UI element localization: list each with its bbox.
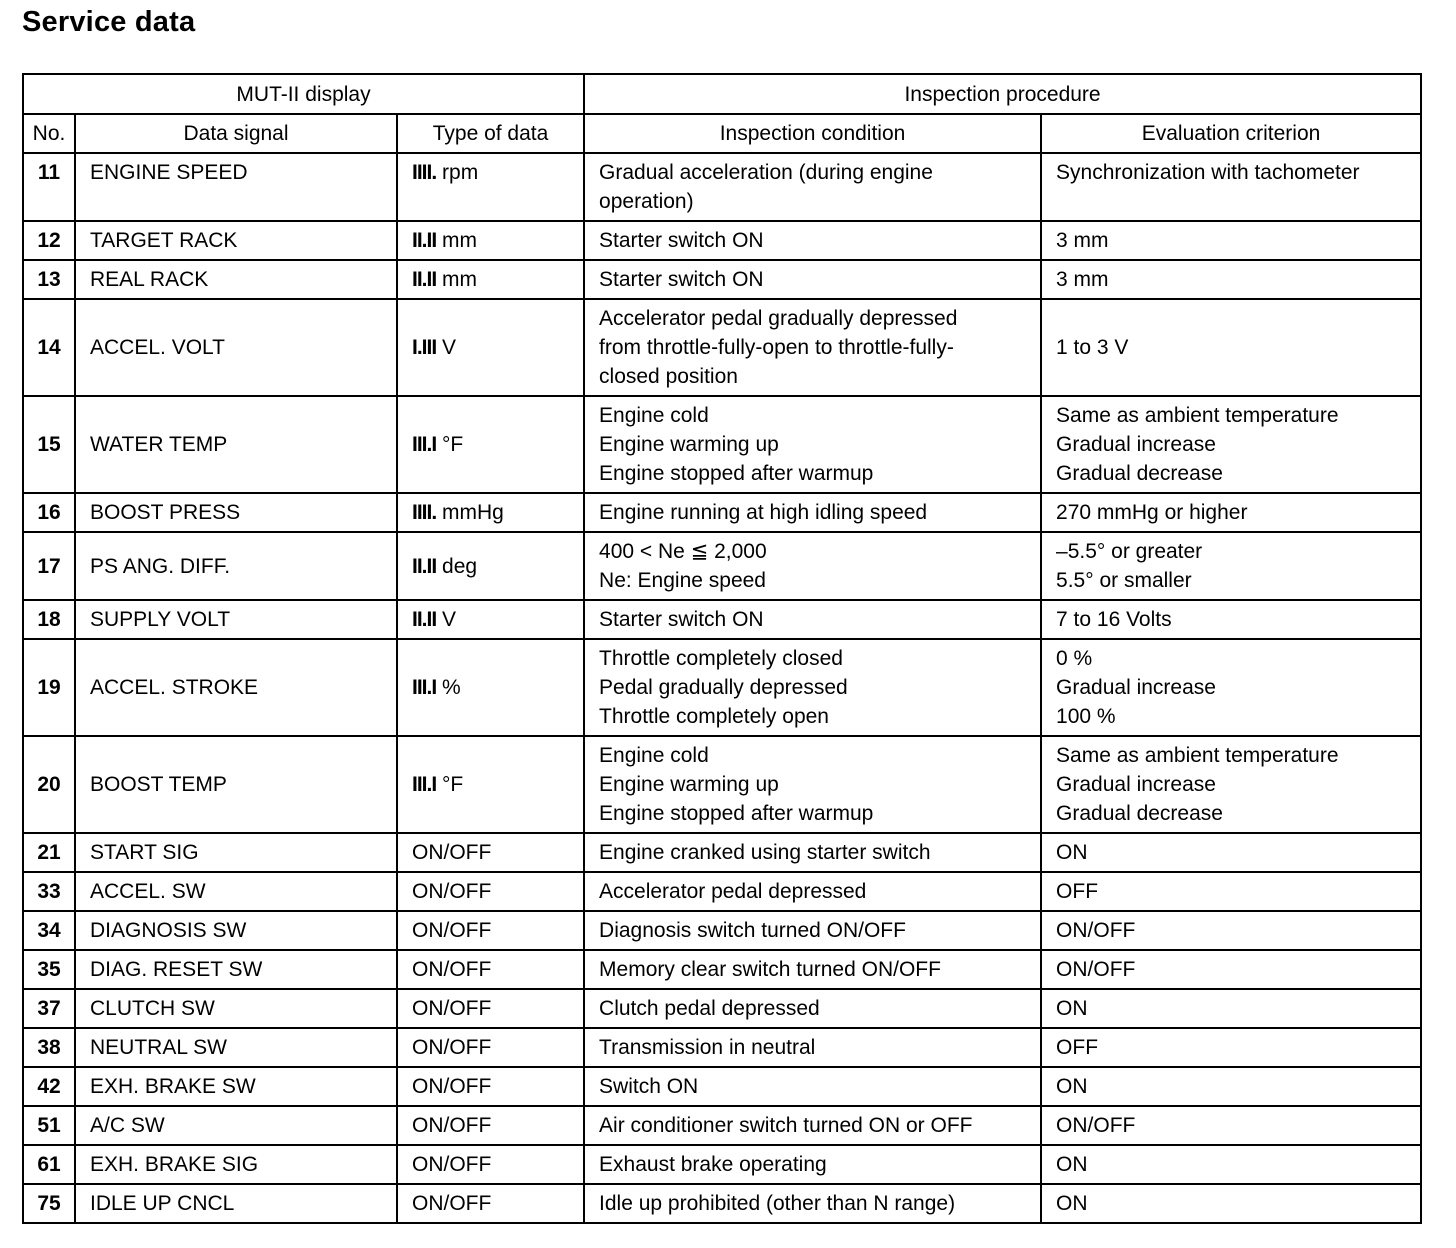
- inspection-condition: [584, 950, 1041, 989]
- inspection-condition: [584, 153, 1041, 221]
- criterion-line: 3 mm: [1056, 268, 1109, 291]
- row-number: 16: [23, 493, 75, 532]
- type-format-mask: II.II: [412, 268, 437, 291]
- type-of-data: [397, 600, 584, 639]
- table-row: [23, 736, 1421, 833]
- evaluation-criterion: [1041, 260, 1421, 299]
- evaluation-criterion: [1041, 221, 1421, 260]
- row-number: 38: [23, 1028, 75, 1067]
- inspection-condition: [584, 736, 1041, 833]
- data-signal: START SIG: [75, 833, 397, 872]
- row-number: 12: [23, 221, 75, 260]
- inspection-condition: [584, 600, 1041, 639]
- evaluation-criterion: [1041, 396, 1421, 493]
- column-header-row: [23, 114, 1421, 153]
- condition-line: Air conditioner switch turned ON or OFF: [599, 1114, 973, 1137]
- criterion-line: Gradual increase: [1056, 676, 1216, 699]
- criterion-line: 1 to 3 V: [1056, 336, 1129, 359]
- type-unit: °F: [436, 433, 464, 456]
- type-of-data: [397, 950, 584, 989]
- row-number: 34: [23, 911, 75, 950]
- inspection-condition: [584, 872, 1041, 911]
- group-header-row: [23, 74, 1421, 114]
- type-unit: °F: [436, 773, 464, 796]
- condition-line: Memory clear switch turned ON/OFF: [599, 958, 941, 981]
- table-row: [23, 153, 1421, 221]
- data-signal: SUPPLY VOLT: [75, 600, 397, 639]
- row-number: 15: [23, 396, 75, 493]
- criterion-line: OFF: [1056, 880, 1099, 903]
- evaluation-criterion: [1041, 736, 1421, 833]
- inspection-condition: [584, 532, 1041, 600]
- criterion-line: OFF: [1056, 1036, 1099, 1059]
- table-body: [23, 153, 1421, 1223]
- evaluation-criterion: [1041, 153, 1421, 221]
- inspection-condition: [584, 911, 1041, 950]
- evaluation-criterion: [1041, 989, 1421, 1028]
- condition-line: Engine cranked using starter switch: [599, 841, 931, 864]
- service-data-table: [22, 73, 1422, 1224]
- row-number: 20: [23, 736, 75, 833]
- criterion-line: Gradual decrease: [1056, 802, 1223, 825]
- criterion-line: 270 mmHg or higher: [1056, 501, 1248, 524]
- type-of-data: [397, 989, 584, 1028]
- inspection-condition: [584, 833, 1041, 872]
- type-of-data: [397, 911, 584, 950]
- table-row: [23, 639, 1421, 736]
- table-row: [23, 1028, 1421, 1067]
- type-format-mask: II.II: [412, 229, 437, 252]
- type-format-mask: III.I: [412, 676, 437, 699]
- condition-line: Engine running at high idling speed: [599, 501, 928, 524]
- condition-line: Engine cold: [599, 404, 709, 427]
- table-row: [23, 299, 1421, 396]
- condition-line: from throttle-fully-open to throttle-fully-: [599, 336, 954, 359]
- data-signal: IDLE UP CNCL: [75, 1184, 397, 1223]
- data-signal: BOOST TEMP: [75, 736, 397, 833]
- type-format-mask: IIII.: [412, 501, 437, 524]
- evaluation-criterion: [1041, 1145, 1421, 1184]
- inspection-condition: [584, 396, 1041, 493]
- table-row: [23, 396, 1421, 493]
- condition-line: Engine cold: [599, 744, 709, 767]
- criterion-line: Same as ambient temperature: [1056, 404, 1339, 427]
- criterion-line: Gradual increase: [1056, 773, 1216, 796]
- type-unit: rpm: [436, 161, 479, 184]
- data-signal: EXH. BRAKE SW: [75, 1067, 397, 1106]
- type-unit: ON/OFF: [412, 1036, 492, 1059]
- type-unit: ON/OFF: [412, 1075, 492, 1098]
- type-of-data: [397, 639, 584, 736]
- row-number: 51: [23, 1106, 75, 1145]
- data-signal: TARGET RACK: [75, 221, 397, 260]
- condition-line: Exhaust brake operating: [599, 1153, 827, 1176]
- type-unit: mm: [436, 229, 478, 252]
- table-row: [23, 1067, 1421, 1106]
- condition-line: Idle up prohibited (other than N range): [599, 1192, 956, 1215]
- inspection-condition: [584, 260, 1041, 299]
- type-unit: ON/OFF: [412, 1192, 492, 1215]
- type-unit: mm: [436, 268, 478, 291]
- table-row: [23, 493, 1421, 532]
- criterion-line: ON/OFF: [1056, 1114, 1136, 1137]
- type-unit: ON/OFF: [412, 1153, 492, 1176]
- evaluation-criterion: [1041, 493, 1421, 532]
- data-signal: ACCEL. STROKE: [75, 639, 397, 736]
- type-unit: ON/OFF: [412, 958, 492, 981]
- column-header-no: No.: [23, 114, 75, 153]
- row-number: 18: [23, 600, 75, 639]
- table-row: [23, 911, 1421, 950]
- group-header-mut-display: MUT-II display: [23, 74, 584, 114]
- condition-line: Transmission in neutral: [599, 1036, 816, 1059]
- condition-line: Gradual acceleration (during engine: [599, 161, 933, 184]
- table-row: [23, 1184, 1421, 1223]
- row-number: 37: [23, 989, 75, 1028]
- data-signal: ACCEL. VOLT: [75, 299, 397, 396]
- type-of-data: [397, 260, 584, 299]
- criterion-line: Gradual decrease: [1056, 462, 1223, 485]
- table-row: [23, 600, 1421, 639]
- type-unit: deg: [436, 554, 478, 578]
- evaluation-criterion: [1041, 639, 1421, 736]
- type-of-data: [397, 1184, 584, 1223]
- row-number: 11: [23, 153, 75, 221]
- row-number: 21: [23, 833, 75, 872]
- type-format-mask: II.II: [412, 608, 437, 631]
- evaluation-criterion: [1041, 950, 1421, 989]
- type-unit: ON/OFF: [412, 919, 492, 942]
- type-of-data: [397, 532, 584, 600]
- table-row: [23, 532, 1421, 600]
- evaluation-criterion: [1041, 1106, 1421, 1145]
- type-of-data: [397, 1028, 584, 1067]
- evaluation-criterion: [1041, 1028, 1421, 1067]
- type-unit: ON/OFF: [412, 841, 492, 864]
- row-number: 75: [23, 1184, 75, 1223]
- row-number: 13: [23, 260, 75, 299]
- criterion-line: ON: [1056, 997, 1088, 1020]
- type-unit: ON/OFF: [412, 1114, 492, 1137]
- inspection-condition: [584, 299, 1041, 396]
- criterion-line: 3 mm: [1056, 229, 1109, 252]
- condition-line: Engine warming up: [599, 433, 779, 456]
- type-unit: ON/OFF: [412, 997, 492, 1020]
- criterion-line: ON: [1056, 1192, 1088, 1215]
- type-format-mask: I.III: [412, 336, 437, 359]
- group-header-inspection-procedure: Inspection procedure: [584, 74, 1421, 114]
- table-row: [23, 989, 1421, 1028]
- data-signal: ACCEL. SW: [75, 872, 397, 911]
- type-format-mask: III.I: [412, 433, 437, 456]
- table-row: [23, 950, 1421, 989]
- row-number: 33: [23, 872, 75, 911]
- row-number: 14: [23, 299, 75, 396]
- data-signal: BOOST PRESS: [75, 493, 397, 532]
- type-of-data: [397, 493, 584, 532]
- data-signal: PS ANG. DIFF.: [75, 532, 397, 600]
- table-row: [23, 872, 1421, 911]
- type-of-data: [397, 299, 584, 396]
- inspection-condition: [584, 989, 1041, 1028]
- type-of-data: [397, 1106, 584, 1145]
- type-format-mask: III.I: [412, 773, 437, 796]
- criterion-line: Gradual increase: [1056, 433, 1216, 456]
- column-header-type-of-data: Type of data: [397, 114, 584, 153]
- table-row: [23, 260, 1421, 299]
- condition-line: Starter switch ON: [599, 268, 764, 291]
- table-row: [23, 833, 1421, 872]
- data-signal: DIAGNOSIS SW: [75, 911, 397, 950]
- condition-line: Accelerator pedal gradually depressed: [599, 307, 958, 330]
- data-signal: EXH. BRAKE SIG: [75, 1145, 397, 1184]
- type-format-mask: II.II: [412, 554, 437, 578]
- row-number: 42: [23, 1067, 75, 1106]
- inspection-condition: [584, 1028, 1041, 1067]
- type-of-data: [397, 736, 584, 833]
- type-unit: mmHg: [436, 501, 504, 524]
- type-of-data: [397, 396, 584, 493]
- row-number: 17: [23, 532, 75, 600]
- criterion-line: ON: [1056, 1075, 1088, 1098]
- data-signal: NEUTRAL SW: [75, 1028, 397, 1067]
- condition-line: Engine stopped after warmup: [599, 802, 874, 825]
- inspection-condition: [584, 1106, 1041, 1145]
- criterion-line: 0 %: [1056, 647, 1093, 670]
- column-header-evaluation-criterion: Evaluation criterion: [1041, 114, 1421, 153]
- inspection-condition: [584, 221, 1041, 260]
- evaluation-criterion: [1041, 1067, 1421, 1106]
- column-header-inspection-condition: Inspection condition: [584, 114, 1041, 153]
- evaluation-criterion: [1041, 299, 1421, 396]
- type-of-data: [397, 1067, 584, 1106]
- inspection-condition: [584, 493, 1041, 532]
- evaluation-criterion: [1041, 872, 1421, 911]
- condition-line: Engine warming up: [599, 773, 779, 796]
- inspection-condition: [584, 1145, 1041, 1184]
- criterion-line: Same as ambient temperature: [1056, 744, 1339, 767]
- type-unit: V: [436, 608, 457, 631]
- condition-line: Throttle completely closed: [599, 647, 843, 670]
- evaluation-criterion: [1041, 911, 1421, 950]
- criterion-line: –5.5° or greater: [1056, 540, 1203, 563]
- inspection-condition: [584, 639, 1041, 736]
- type-unit: %: [436, 676, 461, 699]
- row-number: 35: [23, 950, 75, 989]
- page-title: Service data: [22, 6, 196, 38]
- data-signal: A/C SW: [75, 1106, 397, 1145]
- criterion-line: 7 to 16 Volts: [1056, 608, 1172, 631]
- type-format-mask: IIII.: [412, 161, 437, 184]
- row-number: 61: [23, 1145, 75, 1184]
- condition-line: Diagnosis switch turned ON/OFF: [599, 919, 906, 942]
- condition-line: Engine stopped after warmup: [599, 462, 874, 485]
- row-number: 19: [23, 639, 75, 736]
- data-signal: CLUTCH SW: [75, 989, 397, 1028]
- condition-line: Starter switch ON: [599, 608, 764, 631]
- type-of-data: [397, 221, 584, 260]
- evaluation-criterion: [1041, 1184, 1421, 1223]
- type-of-data: [397, 153, 584, 221]
- criterion-line: ON: [1056, 841, 1088, 864]
- criterion-line: Synchronization with tachometer: [1056, 161, 1360, 184]
- type-of-data: [397, 1145, 584, 1184]
- evaluation-criterion: [1041, 532, 1421, 600]
- criterion-line: 100 %: [1056, 705, 1116, 728]
- condition-line: operation): [599, 190, 694, 213]
- inspection-condition: [584, 1184, 1041, 1223]
- criterion-line: ON/OFF: [1056, 919, 1136, 942]
- condition-line: Accelerator pedal depressed: [599, 880, 867, 903]
- condition-line: Clutch pedal depressed: [599, 997, 820, 1020]
- table-row: [23, 1106, 1421, 1145]
- data-signal: WATER TEMP: [75, 396, 397, 493]
- type-unit: V: [436, 336, 457, 359]
- data-signal: DIAG. RESET SW: [75, 950, 397, 989]
- condition-line: Throttle completely open: [599, 705, 829, 728]
- condition-line: closed position: [599, 365, 738, 388]
- condition-line: Switch ON: [599, 1075, 699, 1098]
- data-signal: REAL RACK: [75, 260, 397, 299]
- type-of-data: [397, 872, 584, 911]
- table-row: [23, 221, 1421, 260]
- condition-line: Pedal gradually depressed: [599, 676, 848, 699]
- type-unit: ON/OFF: [412, 880, 492, 903]
- criterion-line: ON/OFF: [1056, 958, 1136, 981]
- condition-line: Starter switch ON: [599, 229, 764, 252]
- criterion-line: ON: [1056, 1153, 1088, 1176]
- type-of-data: [397, 833, 584, 872]
- inspection-condition: [584, 1067, 1041, 1106]
- column-header-data-signal: Data signal: [75, 114, 397, 153]
- condition-line: Ne: Engine speed: [599, 569, 766, 592]
- evaluation-criterion: [1041, 833, 1421, 872]
- data-signal: ENGINE SPEED: [75, 153, 397, 221]
- evaluation-criterion: [1041, 600, 1421, 639]
- condition-line: 400 < Ne ≦ 2,000: [599, 540, 767, 563]
- criterion-line: 5.5° or smaller: [1056, 569, 1192, 592]
- table-row: [23, 1145, 1421, 1184]
